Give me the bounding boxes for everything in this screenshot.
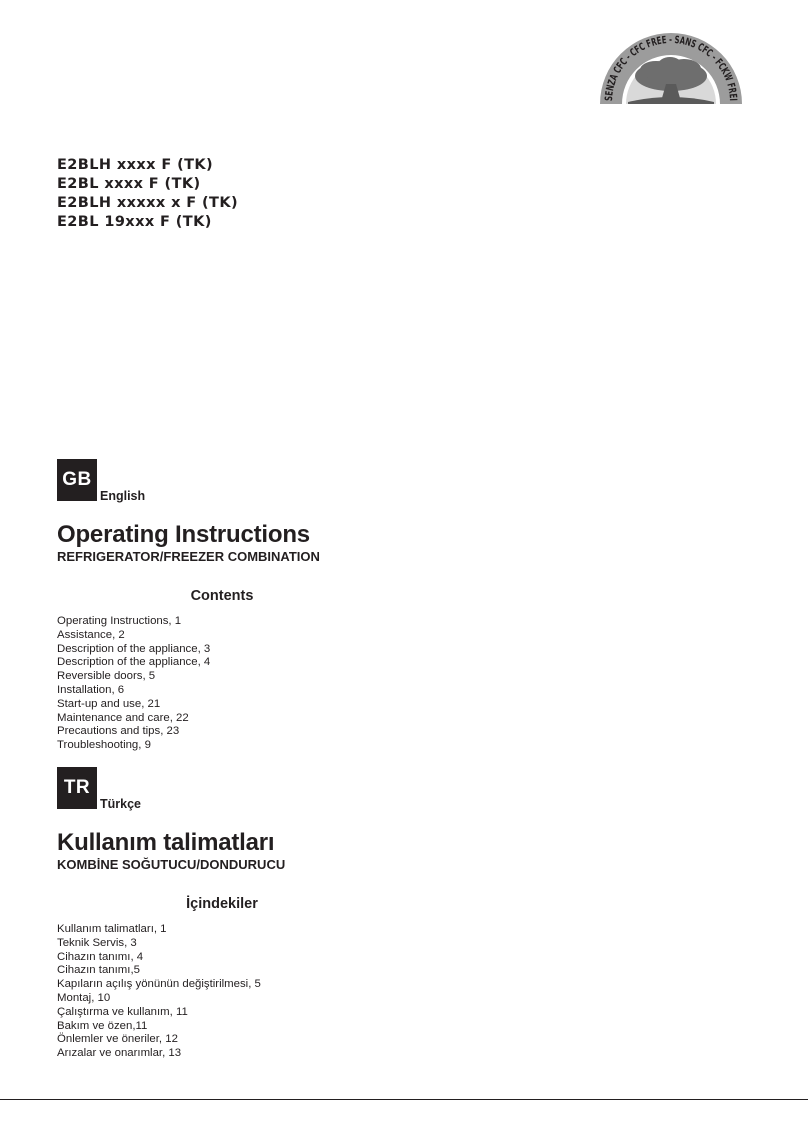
toc-item[interactable]: Operating Instructions, 1 — [57, 615, 182, 627]
toc-item[interactable]: Kullanım talimatları, 1 — [57, 923, 167, 935]
toc-item[interactable]: Troubleshooting, 9 — [57, 739, 151, 752]
model-list — [57, 156, 238, 232]
bottom-divider — [0, 1099, 808, 1100]
table-of-contents — [57, 923, 757, 1061]
toc-item[interactable]: Installation, 6 — [57, 683, 125, 696]
contents-heading: Contents — [190, 588, 254, 604]
language-name: English — [100, 489, 146, 503]
model-name: E2BLH xxxx F (TK) — [57, 157, 214, 173]
toc-item[interactable]: Description of the appliance, 4 — [57, 656, 211, 669]
section-english — [57, 459, 757, 753]
toc-item[interactable]: Arızalar ve onarımlar, 13 — [57, 1047, 182, 1060]
toc-item[interactable]: Bakım ve özen,11 — [57, 1019, 148, 1032]
toc-item[interactable]: Description of the appliance, 3 — [57, 642, 211, 655]
model-name: E2BL 19xxx F (TK) — [57, 214, 212, 230]
logo-ring-text: SENZA CFC - CFC FREE - SANS CFC - FCKW FREI — [602, 33, 740, 103]
toc-item[interactable]: Maintenance and care, 22 — [57, 711, 189, 724]
language-code-badge: TR — [57, 767, 97, 809]
contents-heading: İçindekiler — [186, 896, 258, 912]
toc-item[interactable]: Cihazın tanımı, 4 — [57, 950, 144, 963]
document-title: Kullanım talimatları — [57, 829, 275, 856]
cfc-free-logo — [596, 26, 746, 114]
toc-item[interactable]: Cihazın tanımı,5 — [57, 964, 140, 977]
document-title: Operating Instructions — [57, 521, 310, 548]
section-turkish — [57, 767, 757, 1061]
toc-item[interactable]: Assistance, 2 — [57, 628, 125, 641]
toc-item[interactable]: Start-up and use, 21 — [57, 697, 161, 710]
cfc-free-seal — [596, 26, 746, 114]
language-code-badge: GB — [57, 459, 97, 501]
language-name: Türkçe — [100, 797, 141, 811]
toc-item[interactable]: Çalıştırma ve kullanım, 11 — [57, 1005, 188, 1018]
toc-item[interactable]: Montaj, 10 — [57, 991, 111, 1004]
model-name: E2BLH xxxxx x F (TK) — [57, 195, 239, 211]
toc-item[interactable]: Teknik Servis, 3 — [57, 936, 137, 949]
toc-item[interactable]: Önlemler ve öneriler, 12 — [57, 1033, 178, 1046]
document-subtitle: KOMBİNE SOĞUTUCU/DONDURUCU — [57, 857, 286, 872]
table-of-contents — [57, 615, 757, 753]
toc-item[interactable]: Reversible doors, 5 — [57, 670, 156, 683]
model-name: E2BL xxxx F (TK) — [57, 176, 201, 192]
document-subtitle: REFRIGERATOR/FREEZER COMBINATION — [57, 549, 320, 564]
toc-item[interactable]: Precautions and tips, 23 — [57, 725, 180, 738]
toc-item[interactable]: Kapıların açılış yönünün değiştirilmesi, 5 — [57, 978, 261, 991]
language-header — [57, 767, 757, 809]
language-header — [57, 459, 757, 501]
